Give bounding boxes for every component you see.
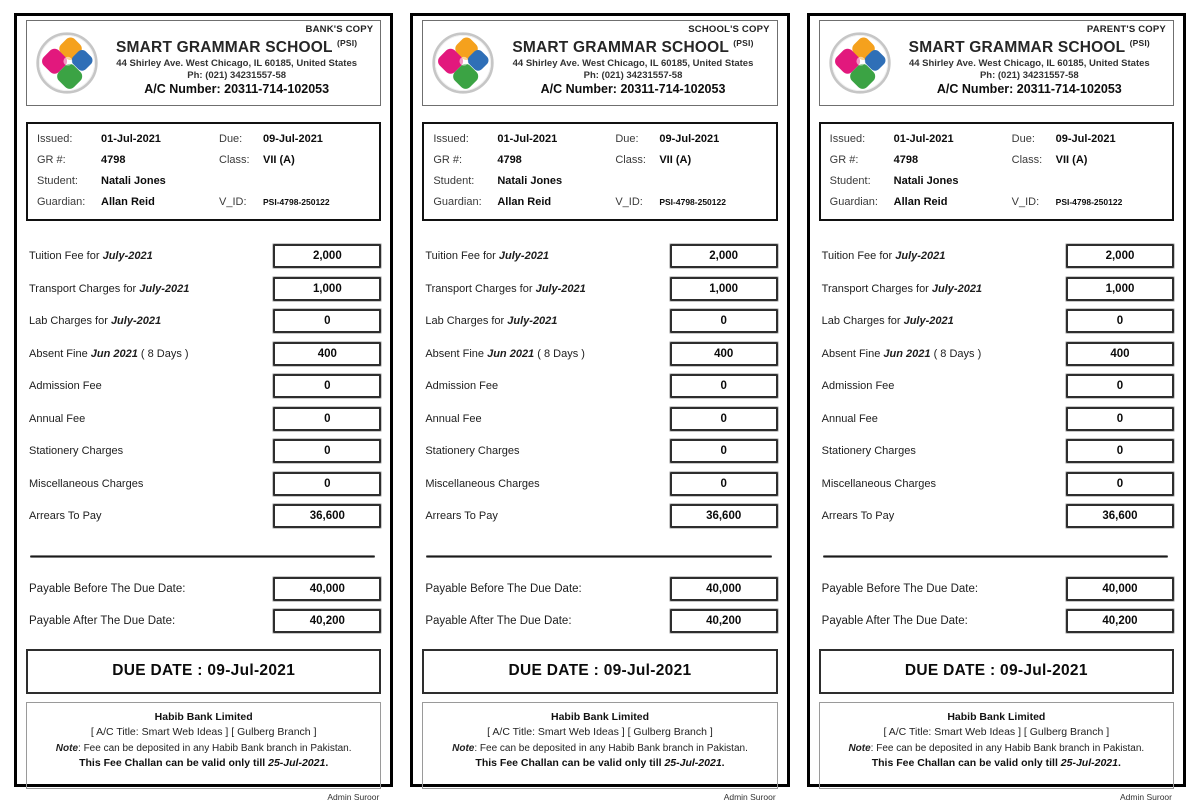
fee-row — [26, 305, 381, 338]
total-amount-box: 40,200 — [1066, 609, 1174, 633]
fee-label: Admission Fee — [29, 380, 102, 393]
fee-label: Tuition Fee for July-2021 — [29, 250, 153, 263]
student-label: Student: — [37, 175, 78, 187]
account-title-branch: [ A/C Title: Smart Web Ideas ] [ Gulberg Branch ] — [487, 726, 713, 739]
gr-label: GR #: — [37, 154, 66, 166]
school-name: SMART GRAMMAR SCHOOL $^{(PSI)}$ — [908, 37, 1150, 56]
fee-label: Annual Fee — [29, 412, 86, 425]
fee-challan — [14, 13, 393, 802]
fee-label: Admission Fee — [821, 380, 895, 393]
validity-note: This Fee Challan can be valid only till 25-Jul-2021. — [475, 757, 725, 769]
fee-amount-box: 0 — [670, 439, 778, 463]
total-rows — [819, 574, 1174, 637]
validity-note: This Fee Challan can be valid only till 25-Jul-2021. — [79, 757, 329, 769]
fee-amount-box: 2,000 — [1066, 244, 1174, 268]
challan-header — [819, 20, 1174, 106]
fee-label: Annual Fee — [821, 412, 878, 425]
fee-label: Annual Fee — [425, 412, 482, 425]
fee-rows — [422, 240, 777, 533]
fee-row — [819, 500, 1174, 533]
school-name-suffix: (PSI) — [733, 37, 754, 48]
due-value: 09-Jul-2021 — [263, 133, 323, 145]
fee-row — [819, 240, 1174, 273]
student-value: Natali Jones — [101, 175, 166, 187]
challan-header — [26, 20, 381, 106]
school-account-number: A/C Number: 20311-714-102053 — [936, 81, 1122, 96]
gr-label: GR #: — [433, 154, 463, 166]
guardian-value: Allan Reid — [101, 196, 155, 208]
student-value: Natali Jones — [893, 175, 959, 187]
school-logo-icon — [828, 31, 892, 95]
fee-label: Stationery Charges — [821, 445, 916, 458]
fee-row — [819, 403, 1174, 436]
account-title-branch: [ A/C Title: Smart Web Ideas ] [ Gulberg Branch ] — [90, 726, 317, 739]
fee-amount-box: 0 — [670, 472, 778, 496]
class-value: VII (A) — [659, 154, 692, 166]
admin-signature: Admin Suroor — [723, 791, 776, 802]
fee-row — [26, 240, 381, 273]
school-header-text — [495, 29, 770, 98]
fee-row — [26, 273, 381, 306]
school-address: 44 Shirley Ave. West Chicago, IL 60185, United States — [512, 58, 754, 70]
fee-amount-box: 0 — [1066, 472, 1174, 496]
school-phone: Ph: (021) 34231557-58 — [583, 69, 683, 81]
total-amount-box: 40,000 — [670, 577, 778, 601]
school-name: SMART GRAMMAR SCHOOL $^{(PSI)}$ — [116, 37, 358, 56]
school-phone: Ph: (021) 34231557-58 — [979, 69, 1079, 81]
total-row — [422, 605, 777, 637]
total-amount-box: 40,200 — [670, 609, 778, 633]
fee-amount-box: 0 — [273, 472, 381, 496]
fee-amount-box: 0 — [273, 309, 381, 333]
fee-row — [819, 435, 1174, 468]
challan-footer — [819, 702, 1174, 789]
fee-amount-box: 1,000 — [1066, 277, 1174, 301]
fee-amount-box: 36,600 — [1066, 504, 1174, 528]
total-label: Payable After The Due Date: — [29, 614, 176, 627]
fee-row — [819, 338, 1174, 371]
fee-label: Transport Charges for July-2021 — [29, 282, 190, 295]
challan-footer — [422, 702, 777, 789]
school-phone: Ph: (021) 34231557-58 — [187, 69, 287, 81]
gr-value: 4798 — [101, 154, 126, 166]
admin-signature: Admin Suroor — [327, 791, 380, 802]
total-label: Payable After The Due Date: — [425, 614, 572, 627]
school-account-number: A/C Number: 20311-714-102053 — [540, 81, 726, 96]
student-info-box — [26, 122, 381, 221]
fee-label: Arrears To Pay — [821, 510, 895, 523]
fee-row — [422, 273, 777, 306]
fee-label: Absent Fine Jun 2021 ( 8 Days ) — [821, 347, 982, 360]
validity-note: This Fee Challan can be valid only till 25-Jul-2021. — [871, 757, 1121, 769]
class-label: Class: — [1011, 154, 1043, 166]
student-value: Natali Jones — [497, 175, 563, 187]
total-label: Payable Before The Due Date: — [821, 583, 979, 596]
school-logo-icon — [35, 31, 99, 95]
school-name: SMART GRAMMAR SCHOOL $^{(PSI)}$ — [512, 37, 754, 56]
student-label: Student: — [829, 175, 871, 187]
copy-label: SCHOOL'S COPY — [688, 24, 770, 35]
fee-row — [422, 435, 777, 468]
fee-row — [26, 435, 381, 468]
fee-label: Arrears To Pay — [425, 510, 498, 523]
vid-value: PSI-4798-250122 — [1055, 197, 1123, 207]
total-rows — [26, 574, 381, 637]
vid-label: V_ID: — [615, 196, 643, 208]
fee-label: Absent Fine Jun 2021 ( 8 Days ) — [425, 347, 585, 360]
guardian-value: Allan Reid — [497, 196, 552, 208]
fee-label: Arrears To Pay — [29, 510, 102, 523]
class-label: Class: — [219, 154, 250, 166]
fee-row — [819, 273, 1174, 306]
due-label: Due: — [219, 133, 243, 145]
fee-amount-box: 2,000 — [273, 244, 381, 268]
school-logo-icon — [431, 31, 495, 95]
fee-label: Miscellaneous Charges — [425, 477, 540, 490]
bank-name: Habib Bank Limited — [947, 710, 1046, 723]
fee-label: Lab Charges for July-2021 — [425, 315, 558, 328]
fee-row — [819, 468, 1174, 501]
school-address: 44 Shirley Ave. West Chicago, IL 60185, United States — [116, 58, 358, 70]
bank-name: Habib Bank Limited — [550, 710, 649, 723]
total-row — [26, 574, 381, 606]
fee-label: Tuition Fee for July-2021 — [425, 250, 550, 263]
deposit-note: Note: Fee can be deposited in any Habib Bank branch in Pakistan. — [848, 743, 1145, 754]
school-address: 44 Shirley Ave. West Chicago, IL 60185, United States — [908, 58, 1150, 70]
school-name-suffix: (PSI) — [336, 37, 358, 48]
guardian-label: Guardian: — [829, 196, 878, 208]
deposit-note: Note: Fee can be deposited in any Habib Bank branch in Pakistan. — [55, 743, 352, 754]
copy-label: BANK'S COPY — [305, 24, 374, 35]
section-divider — [823, 555, 1168, 558]
fee-label: Admission Fee — [425, 380, 499, 393]
fee-label: Transport Charges for July-2021 — [425, 282, 586, 295]
fee-amount-box: 0 — [1066, 407, 1174, 431]
fee-row — [26, 338, 381, 371]
fee-row — [26, 370, 381, 403]
fee-row — [422, 403, 777, 436]
total-row — [819, 605, 1174, 637]
fee-amount-box: 1,000 — [670, 277, 778, 301]
gr-label: GR #: — [829, 154, 859, 166]
fee-label: Lab Charges for July-2021 — [29, 315, 162, 328]
vid-label: V_ID: — [1011, 196, 1040, 208]
copy-label: PARENT'S COPY — [1086, 24, 1166, 35]
fee-label: Miscellaneous Charges — [29, 477, 144, 490]
total-amount-box: 40,000 — [1066, 577, 1174, 601]
fee-row — [819, 370, 1174, 403]
fee-row — [422, 240, 777, 273]
due-date-banner: DUE DATE : 09-Jul-2021 — [26, 649, 381, 694]
fee-challan — [807, 13, 1186, 802]
school-header-text — [99, 29, 374, 98]
due-value: 09-Jul-2021 — [1055, 133, 1116, 145]
total-amount-box: 40,200 — [273, 609, 381, 633]
fee-amount-box: 36,600 — [273, 504, 381, 528]
deposit-note: Note: Fee can be deposited in any Habib Bank branch in Pakistan. — [452, 743, 748, 754]
challan-footer — [26, 702, 381, 789]
fee-amount-box: 0 — [670, 407, 778, 431]
total-row — [819, 574, 1174, 606]
fee-row — [422, 370, 777, 403]
due-date-banner: DUE DATE : 09-Jul-2021 — [819, 649, 1174, 694]
fee-row — [422, 338, 777, 371]
fee-amount-box: 0 — [670, 374, 778, 398]
fee-row — [819, 305, 1174, 338]
fee-label: Stationery Charges — [425, 445, 520, 458]
fee-amount-box: 0 — [1066, 309, 1174, 333]
issued-value: 01-Jul-2021 — [893, 133, 954, 145]
fee-row — [26, 468, 381, 501]
total-row — [26, 605, 381, 637]
challan-header — [422, 20, 777, 106]
due-label: Due: — [615, 133, 639, 145]
guardian-label: Guardian: — [433, 196, 482, 208]
section-divider — [426, 555, 771, 558]
fee-row — [422, 305, 777, 338]
issued-value: 01-Jul-2021 — [101, 133, 161, 145]
fee-amount-box: 0 — [1066, 374, 1174, 398]
gr-value: 4798 — [893, 154, 919, 166]
fee-label: Stationery Charges — [29, 445, 124, 458]
fee-amount-box: 400 — [670, 342, 778, 366]
school-header-text — [892, 29, 1167, 98]
fee-row — [422, 468, 777, 501]
fee-row — [26, 500, 381, 533]
fee-amount-box: 0 — [1066, 439, 1174, 463]
due-label: Due: — [1011, 133, 1035, 145]
bank-name: Habib Bank Limited — [154, 710, 253, 723]
class-value: VII (A) — [263, 154, 295, 166]
total-row — [422, 574, 777, 606]
fee-amount-box: 400 — [1066, 342, 1174, 366]
vid-label: V_ID: — [219, 196, 247, 208]
fee-label: Miscellaneous Charges — [821, 477, 936, 490]
fee-label: Lab Charges for July-2021 — [821, 315, 954, 328]
issued-label: Issued: — [829, 133, 866, 145]
school-name-suffix: (PSI) — [1129, 37, 1150, 48]
fee-label: Transport Charges for July-2021 — [821, 282, 983, 295]
section-divider — [30, 555, 375, 558]
total-label: Payable Before The Due Date: — [425, 583, 582, 596]
guardian-value: Allan Reid — [893, 196, 948, 208]
fee-row — [422, 500, 777, 533]
fee-rows — [26, 240, 381, 533]
school-account-number: A/C Number: 20311-714-102053 — [144, 81, 330, 96]
student-label: Student: — [433, 175, 475, 187]
due-date-banner: DUE DATE : 09-Jul-2021 — [422, 649, 777, 694]
admin-signature: Admin Suroor — [1120, 791, 1172, 802]
fee-label: Absent Fine Jun 2021 ( 8 Days ) — [29, 347, 189, 360]
account-title-branch: [ A/C Title: Smart Web Ideas ] [ Gulberg Branch ] — [883, 726, 1110, 739]
issued-label: Issued: — [433, 133, 469, 145]
vid-value: PSI-4798-250122 — [263, 197, 330, 207]
fee-row — [26, 403, 381, 436]
class-label: Class: — [615, 154, 646, 166]
student-info-box — [422, 122, 777, 221]
issued-label: Issued: — [37, 133, 73, 145]
fee-label: Tuition Fee for July-2021 — [821, 250, 946, 263]
gr-value: 4798 — [497, 154, 522, 166]
fee-amount-box: 400 — [273, 342, 381, 366]
fee-amount-box: 36,600 — [670, 504, 778, 528]
total-label: Payable Before The Due Date: — [29, 583, 186, 596]
due-value: 09-Jul-2021 — [659, 133, 720, 145]
fee-amount-box: 0 — [670, 309, 778, 333]
fee-amount-box: 0 — [273, 407, 381, 431]
vid-value: PSI-4798-250122 — [659, 197, 726, 207]
fee-amount-box: 2,000 — [670, 244, 778, 268]
fee-amount-box: 1,000 — [273, 277, 381, 301]
fee-amount-box: 0 — [273, 439, 381, 463]
total-amount-box: 40,000 — [273, 577, 381, 601]
issued-value: 01-Jul-2021 — [497, 133, 558, 145]
fee-challan — [410, 13, 789, 802]
class-value: VII (A) — [1055, 154, 1088, 166]
student-info-box — [819, 122, 1174, 221]
total-label: Payable After The Due Date: — [821, 614, 968, 627]
total-rows — [422, 574, 777, 637]
fee-rows — [819, 240, 1174, 533]
guardian-label: Guardian: — [37, 196, 86, 208]
fee-amount-box: 0 — [273, 374, 381, 398]
